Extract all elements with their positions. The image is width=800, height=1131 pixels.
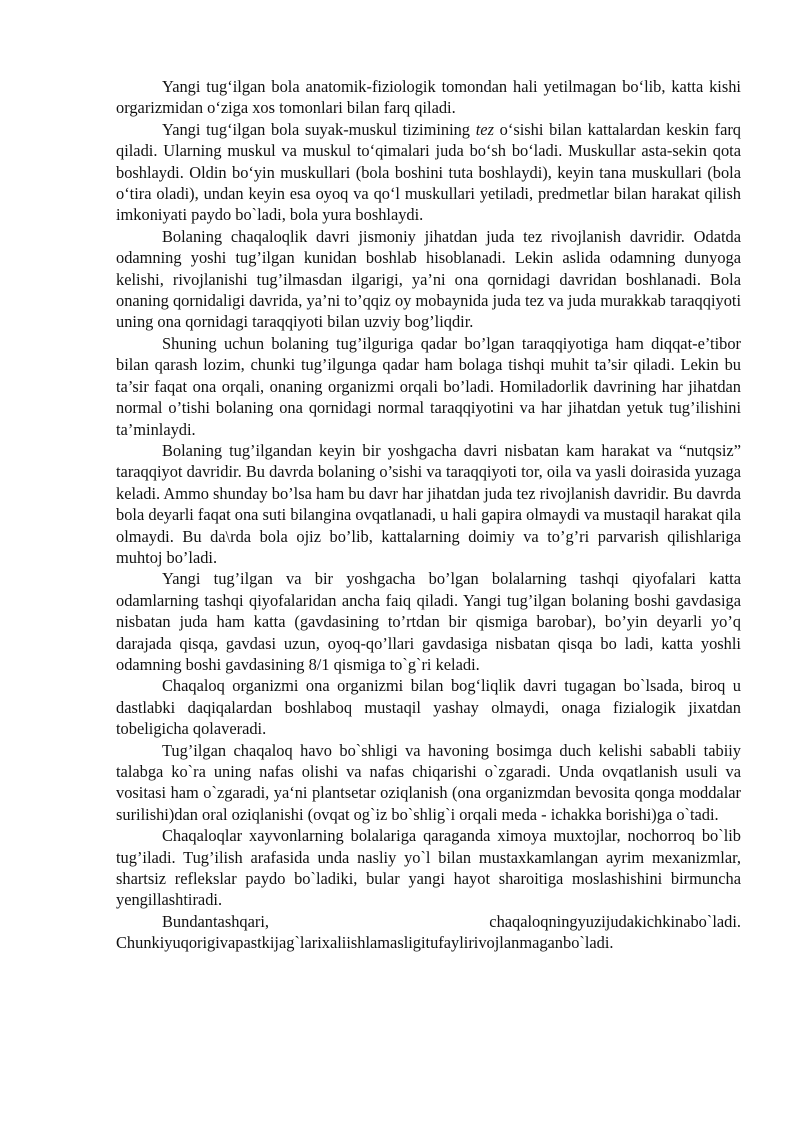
paragraph-6: Yangi tug’ilgan va bir yoshgacha bo’lgan bolalarning tashqi qiyofalari katta odamlarning tashqi qiyofalaridan ancha faiq qiladi. Yangi tug’ilgan bolaning boshi gavdasiga nisbatan juda ham katta (gavdasining to’rtdan bir qismiga barobar), bo’yin deyarli yo’q darajada qisqa, gavdasi uzun, oyoq-qo’llari gavdasiga nisbatan qisqa bo ladi, katta yoshli odamning boshi gavdasining 8/1 qismiga to`g`ri keladi. bbox=[116, 569, 741, 674]
paragraph-8: Tug’ilgan chaqaloq havo bo`shligi va havoning bosimga duch kelishi sababli tabiiy talabga ko`ra uning nafas olishi va nafas chiqarishi o`zgaradi. Unda ovqatlanish usuli va vositasi ham o`zgaradi, ya‘ni plantsetar oziqlanish (ona organizmdan bevosita qonga moddalar surilishi)dan oral oziqlanishi (ovqat og`iz bo`shlig`i orqali meda - ichakka borishi)ga o`tadi. bbox=[116, 740, 741, 824]
paragraph-2-text-before: Yangi tug‘ilgan bola suyak-muskul tizimining bbox=[162, 119, 476, 139]
paragraph-5: Bolaning tug’ilgandan keyin bir yoshgacha davri nisbatan kam harakat va “nutqsiz” taraqqiyot davridir. Bu davrda bolaning o’sishi va taraqqiyoti tor, oila va yasli doirasida yuzaga keladi. Ammo shunday bo’lsa ham bu davr har jihatdan juda tez rivojlanish davridir. Bu davrda bola deyarli faqat ona suti bilangina ovqatlanadi, u hali gapira olmaydi va mustaqil harakat qila olmaydi. Bu da\rda bola ojiz bo’lib, kattalarning doimiy va to’g’ri parvarish qilishlariga muhtoj bo’ladi. bbox=[116, 440, 741, 567]
paragraph-2-italic-word: tez bbox=[475, 119, 494, 139]
paragraph-3: Bolaning chaqaloqlik davri jismoniy jihatdan juda tez rivojlanish davridir. Odatda odamning yoshi tug’ilgan kunidan boshlab hisoblanadi. Lekin aslida odamning dunyoga kelishi, rivojlanishi tug’ilmasdan ilgarigi, ya’ni ona qornidagi davridan boshlanadi. Bola onaning qornidaligi davrida, ya’ni to’qqiz oy mobaynida juda tez va juda murakkab taraqqiyoti uning ona qornidagi taraqqiyoti bilan uzviy bog’liqdir. bbox=[116, 226, 741, 332]
paragraph-7: Chaqaloq organizmi ona organizmi bilan bog‘liqlik davri tugagan bo`lsada, biroq u dastlabki daqiqalardan boshlaboq mustaqil yashay olmaydi, onaga fizialogik jixatdan tobeligicha qolaveradi. bbox=[116, 676, 741, 739]
paragraph-4: Shuning uchun bolaning tug’ilguriga qadar bo’lgan taraqqiyotiga ham diqqat-e’tibor bilan qarash lozim, chunki tug’ilgunga qadar ham bolaga tishqi muhit ta’sir qiladi. Lekin bu ta’sir faqat ona orqali, onaning organizmi orqali bo’ladi. Homiladorlik davrining har jihatdan normal o’tishi bolaning ona qornidagi normal taraqqiyotini va har jihatdan yetuk tug’ilishini ta’minlaydi. bbox=[116, 333, 741, 439]
paragraph-2 bbox=[116, 119, 741, 226]
paragraph-10: Bundantashqari, chaqaloqningyuzijudakichkinabo`ladi. Chunkiyuqorigivapastkijag`larixaliishlamasligitufaylirivojlanmaganbo`ladi. bbox=[116, 911, 741, 953]
document-page bbox=[116, 76, 741, 954]
paragraph-9: Chaqaloqlar xayvonlarning bolalariga qaraganda ximoya muxtojlar, nochorroq bo`lib tug’iladi. Tug’ilish arafasida unda nasliy yo`l bilan mustaxkamlangan ayrim mexanizmlar, shartsiz reflekslar paydo bo`ladiki, bular yangi hayot sharoitiga moslashishini birmuncha yengillashtiradi. bbox=[116, 826, 741, 910]
paragraph-1: Yangi tug‘ilgan bola anatomik-fiziologik tomondan hali yetilmagan bo‘lib, katta kishi orgarizmidan o‘ziga xos tomonlari bilan farq qiladi. bbox=[116, 77, 741, 118]
paragraph-2-text-after: o‘sishi bilan kattalardan keskin farq qiladi. Ularning muskul va muskul to‘qimalari juda bo‘sh bo‘ladi. Muskullar asta-sekin qota boshlaydi. Oldin bo‘yin muskullari (bola boshini tuta boshlaydi), keyin tana muskullari (bola o‘tira oladi), undan keyin esa oyoq va qo‘l muskullari yetiladi, predmetlar bilan harakat qilish imkoniyati paydo bo`ladi, bola yura boshlaydi. bbox=[116, 119, 741, 225]
